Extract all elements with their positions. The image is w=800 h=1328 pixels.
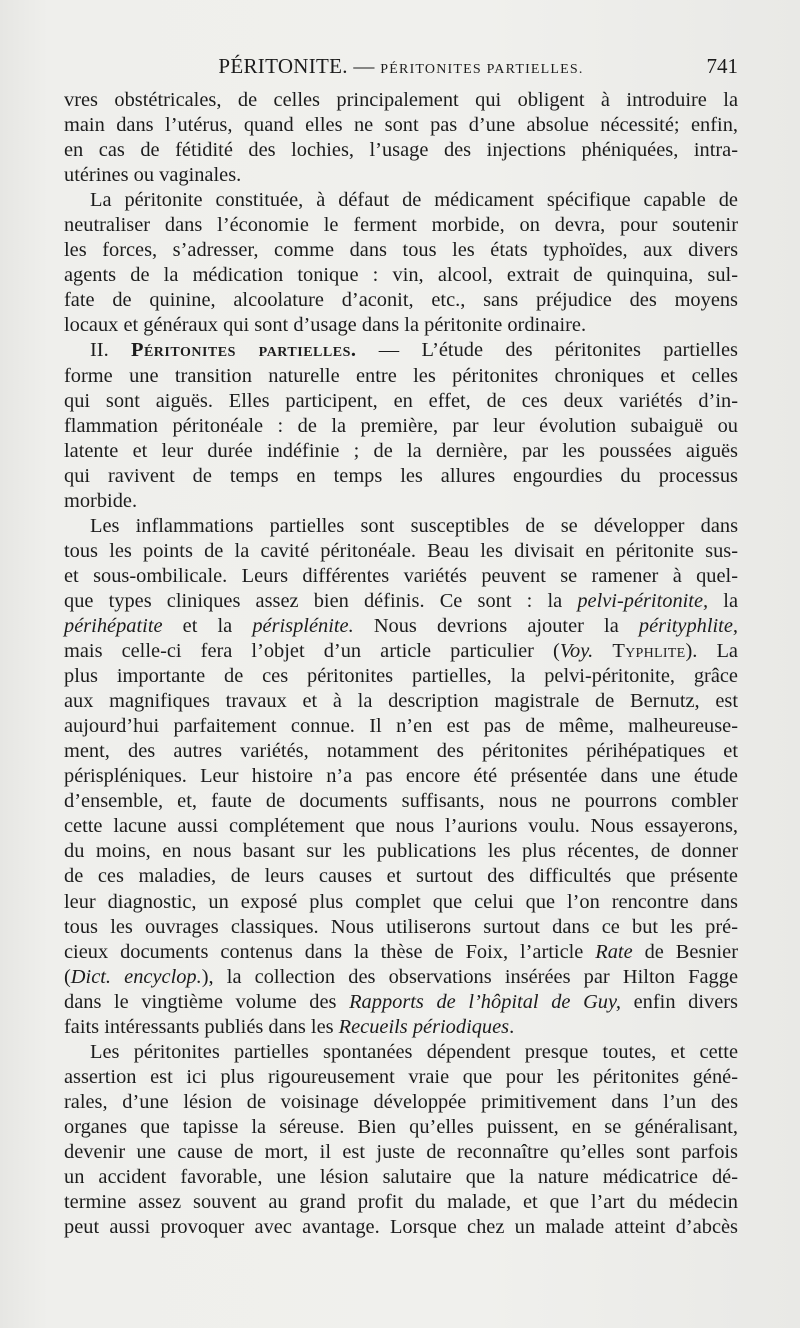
body-text — [64, 88, 738, 1240]
italic-term: Dict. encyclop. — [70, 965, 202, 988]
italic-term: périhépatite — [64, 614, 163, 637]
text-line: en cas de fétidité des lochies, l’usage des injections phéniquées, intra- — [64, 139, 738, 162]
text-run: cieux documents contenus dans la thèse de Foix, l’article — [64, 940, 596, 963]
text-line: main dans l’utérus, quand elles ne sont pas d’une absolue nécessité; enfin, — [64, 114, 738, 137]
text-run: dans le vingtième volume des — [64, 990, 350, 1013]
paragraph-first-line: La péritonite constituée, à défaut de médicament spécifique capable de — [90, 189, 738, 212]
text-line: organes que tapisse la séreuse. Bien qu’elles puissent, en se généralisant, — [64, 1115, 738, 1138]
italic-term: Rate — [595, 940, 633, 963]
text-line — [64, 639, 738, 664]
chapter-title: PÉRITONITE. — [218, 54, 348, 78]
text-line: tous les points de la cavité péritonéale. Beau les divisait en péritonite sus- — [64, 539, 738, 562]
italic-term: Recueils périodiques — [338, 1015, 510, 1038]
text-line: qui ravivent de temps en temps les allures engourdies du processus — [64, 464, 738, 487]
paragraph-last-line: utérines ou vaginales. — [64, 164, 242, 187]
paragraph-first-line: Les péritonites partielles spontanées dépendent presque toutes, et cette — [90, 1040, 738, 1063]
text-line: peut aussi provoquer avec avantage. Lorsque chez un malade atteint d’abcès — [64, 1216, 738, 1239]
text-line: les forces, s’adresser, comme dans tous les états typhoïdes, aux divers — [64, 239, 738, 262]
text-line: aujourd’hui parfaitement connue. Il n’en est pas de même, malheureuse- — [64, 715, 738, 738]
text-line: termine assez souvent au grand profit du malade, et que l’art du médecin — [64, 1191, 738, 1214]
text-line: vres obstétricales, de celles principalement qui obligent à introduire la — [64, 89, 738, 111]
section-number: II. — [90, 339, 109, 362]
text-line: tous les ouvrages classiques. Nous utiliserons surtout dans ce but les pré- — [64, 915, 738, 938]
text-line: du moins, en nous basant sur les publications les plus récentes, de donner — [64, 840, 738, 863]
italic-term: pelvi-péritonite, — [577, 589, 709, 612]
text-line: un accident favorable, une lésion salutaire que la nature médicatrice dé- — [64, 1166, 738, 1189]
italic-term: périsplénite. — [252, 614, 354, 637]
running-title — [64, 54, 738, 79]
text-run: ), la collection des observations insérées par Hilton Fagge — [201, 965, 739, 988]
section-heading-line — [64, 338, 738, 363]
running-head — [64, 54, 738, 84]
paragraph-last-line — [64, 1015, 738, 1040]
text-line: qui sont aiguës. Elles participent, en effet, de ces deux variétés d’in- — [64, 389, 738, 412]
text-run: que types cliniques assez bien définis. Ce sont : la — [64, 589, 578, 612]
text-run: et la — [162, 614, 253, 637]
text-line: forme une transition naturelle entre les péritonites chroniques et celles — [64, 364, 738, 387]
text-run: enfin divers — [621, 990, 738, 1013]
text-line: et sous-ombilicale. Leurs différentes variétés peuvent se ramener à quel- — [64, 564, 738, 587]
text-run: la — [708, 589, 738, 612]
text-run: de Besnier — [632, 940, 739, 963]
paragraph-first-line: Les inflammations partielles sont susceptibles de se développer dans — [90, 514, 738, 537]
text-line: devenir une cause de mort, il est juste de reconnaître qu’elles sont parfois — [64, 1140, 738, 1163]
text-run: ). La — [685, 640, 738, 663]
text-run: faits intéressants publiés dans les — [64, 1015, 339, 1038]
text-run: ( — [64, 965, 71, 988]
text-run: . — [509, 1015, 515, 1038]
text-line: agents de la médication tonique : vin, alcool, extrait de quinquina, sul- — [64, 264, 738, 287]
text-line: périspléniques. Leur histoire n’a pas encore été présentée dans une étude — [64, 765, 738, 788]
text-line: plus importante de ces péritonites partielles, la pelvi-péritonite, grâce — [64, 665, 738, 688]
text-line — [64, 965, 738, 990]
text-run: mais celle-ci fera l’objet d’un article particulier ( — [64, 640, 560, 663]
text-line: fate de quinine, alcoolature d’aconit, etc., sans préjudice des moyens — [64, 289, 738, 312]
text-line: ment, des autres variétés, notamment des péritonites périhépatiques et — [64, 740, 738, 763]
text-line: aux magnifiques travaux et à la description magistrale de Bernutz, est — [64, 690, 738, 713]
text-line: neutraliser dans l’économie le ferment morbide, on devra, pour soutenir — [64, 214, 738, 237]
text-line: rales, d’une lésion de voisinage développée primitivement dans l’un des — [64, 1090, 738, 1113]
text-line — [64, 940, 738, 965]
text-line: leur diagnostic, un exposé plus complet que celui que l’on rencontre dans — [64, 890, 738, 913]
italic-term: Voy. — [559, 640, 594, 663]
text-run: Nous devrions ajouter la — [353, 614, 639, 637]
paragraph-last-line: morbide. — [64, 489, 138, 512]
text-line — [64, 614, 738, 639]
section-heading-rest: — L’étude des péritonites partielles — [356, 339, 738, 362]
section-heading: Péritonites partielles. — [131, 339, 357, 362]
text-line: assertion est ici plus rigoureusement vraie que pour les péritonites géné- — [64, 1065, 738, 1088]
italic-term: Rapports de l’hôpital de Guy, — [349, 990, 622, 1013]
text-line: d’ensemble, et, faute de documents suffisants, nous ne pourrons combler — [64, 790, 738, 813]
cross-reference: Typhlite — [612, 640, 686, 663]
title-dash: — — [353, 54, 375, 78]
text-line — [64, 589, 738, 614]
text-line — [64, 990, 738, 1015]
text-line: flammation péritonéale : de la première, par leur évolution subaiguë ou — [64, 414, 738, 437]
paragraph-last-line: locaux et généraux qui sont d’usage dans la péritonite ordinaire. — [64, 314, 587, 337]
text-line: cette lacune aussi complétement que nous l’aurions voulu. Nous essayerons, — [64, 815, 738, 838]
text-line: latente et leur durée indéfinie ; de la dernière, par les poussées aiguës — [64, 439, 738, 462]
section-subtitle: PÉRITONITES PARTIELLES. — [380, 62, 584, 77]
italic-term: pérityphlite, — [638, 614, 738, 637]
page-number: 741 — [706, 54, 738, 78]
text-line: de ces maladies, de leurs causes et surtout des difficultés que présente — [64, 865, 738, 888]
